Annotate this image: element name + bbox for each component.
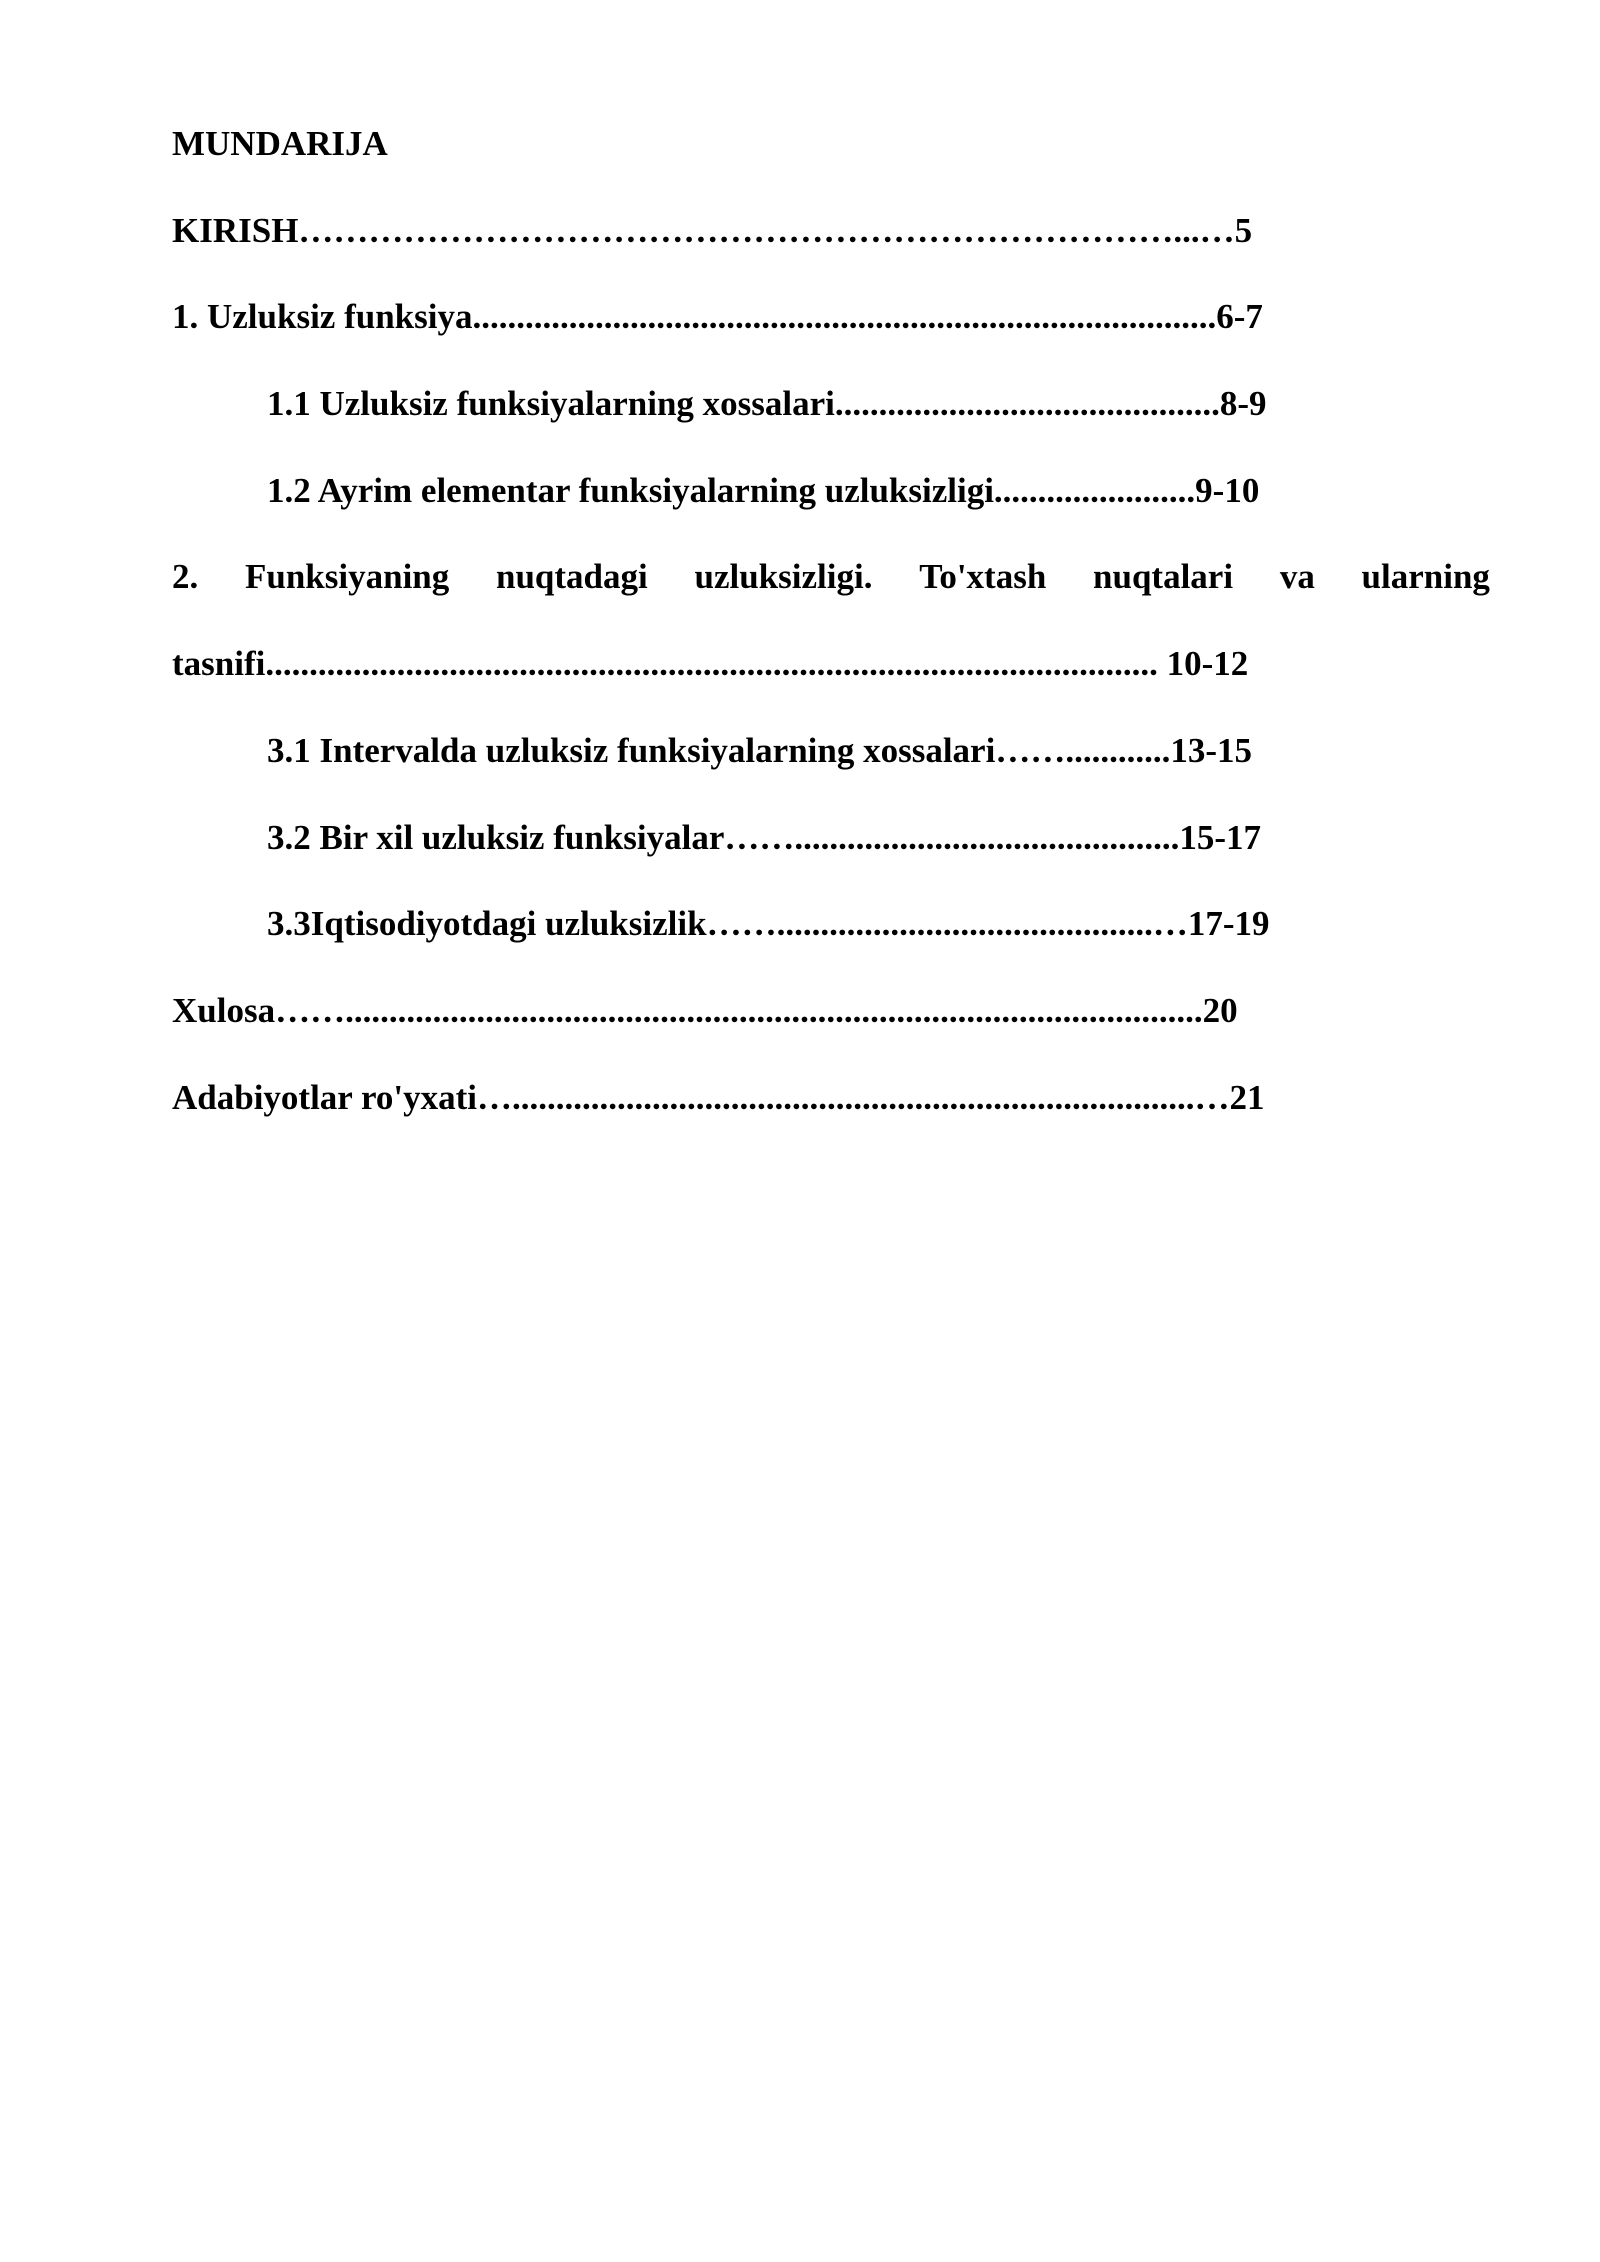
toc-entry-1-1: 1.1 Uzluksiz funksiyalarning xossalari............................................8-9 xyxy=(267,384,1267,424)
toc-word: nuqtalari xyxy=(1093,557,1234,597)
toc-word: To'xtash xyxy=(919,557,1047,597)
toc-entry-3-3: 3.3Iqtisodiyotdagi uzluksizlik……...........................................…17-19 xyxy=(267,904,1270,944)
toc-entry-adabiyotlar: Adabiyotlar ro'yxati…..............................................................................…21 xyxy=(172,1077,1265,1117)
toc-entry-2-line-2: tasnifi...................................................................................................... 10-12 xyxy=(172,644,1249,684)
toc-word: 2. xyxy=(172,557,199,597)
toc-entry-xulosa: Xulosa……..................................................................................................20 xyxy=(172,990,1238,1030)
toc-entry-3-2: 3.2 Bir xil uzluksiz funksiyalar……............................................15-17 xyxy=(267,817,1262,857)
table-of-contents xyxy=(172,118,1490,1158)
toc-word: va xyxy=(1279,557,1315,597)
toc-word: nuqtadagi xyxy=(496,557,648,597)
toc-word: uzluksizligi. xyxy=(694,557,873,597)
toc-heading: MUNDARIJA xyxy=(172,124,388,163)
toc-entry-1: 1. Uzluksiz funksiya.....................................................................................6-7 xyxy=(172,297,1263,337)
toc-entry-1-2: 1.2 Ayrim elementar funksiyalarning uzluksizligi.......................9-10 xyxy=(267,470,1260,510)
toc-word: Funksiyaning xyxy=(244,557,450,597)
toc-entry-3-1: 3.1 Intervalda uzluksiz funksiyalarning xossalari……............13-15 xyxy=(267,730,1252,770)
toc-word: ularning xyxy=(1361,557,1490,597)
toc-entry-kirish: KIRISH…………………………………………………………………...…5 xyxy=(172,210,1253,250)
toc-entry-2-line-1 xyxy=(172,551,1490,638)
